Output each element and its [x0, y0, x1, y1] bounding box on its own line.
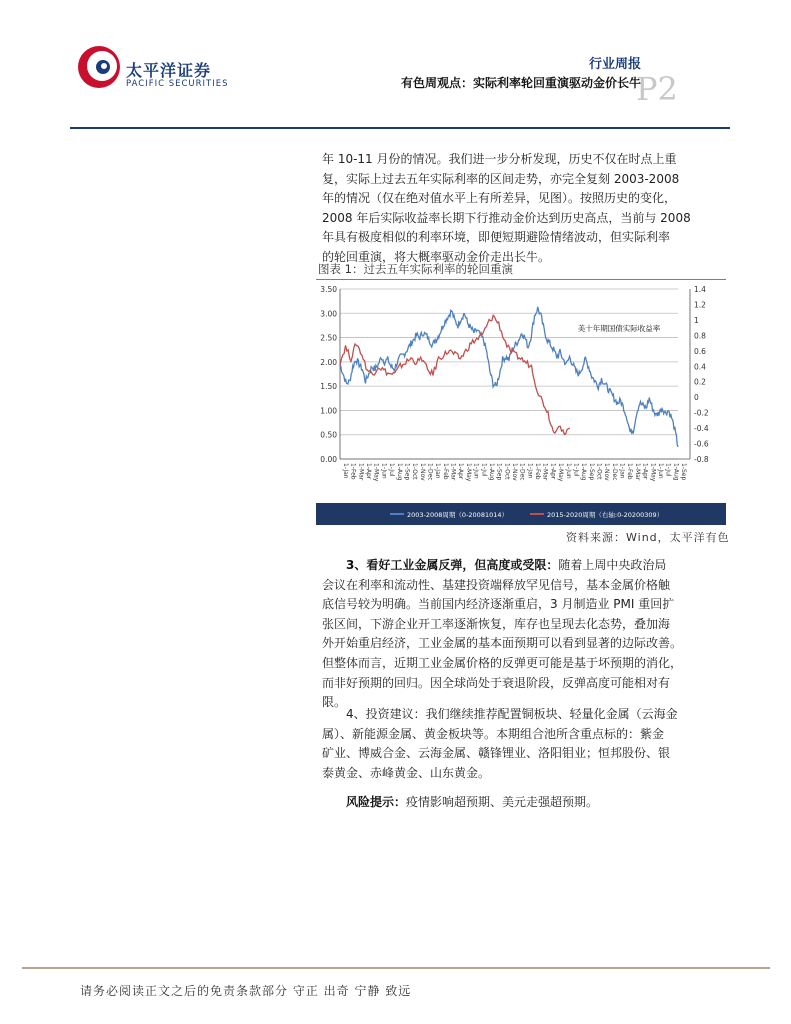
x-tick-label: 1-Nov — [603, 463, 611, 481]
logo-mark-icon — [76, 44, 122, 90]
x-tick-label: 1-May — [372, 463, 380, 482]
right-tick-label: 0.8 — [694, 331, 706, 341]
header-title: 有色周观点：实际利率轮回重演驱动金价长牛 — [400, 76, 641, 90]
intro-line: 年的情况（仅在绝对值水平上有所差异，见图）。按照历史的变化， — [322, 191, 677, 206]
section-industrial-metals — [322, 556, 715, 713]
footer-rule — [22, 967, 770, 969]
legend-label: 2015-2020周期（右轴:0-20200309） — [547, 511, 664, 519]
section-line: 张区间，下游企业开工率逐渐恢复，库存也呈现去化态势，叠加海 — [322, 616, 671, 631]
left-tick-label: 3.50 — [320, 285, 337, 294]
report-type: 行业周报 — [588, 57, 641, 72]
legend-background — [316, 503, 726, 525]
x-tick-label: 1-Oct — [411, 463, 419, 480]
right-tick-label: 0.6 — [694, 346, 706, 356]
x-tick-label: 1-Jun — [472, 463, 480, 479]
risk-text: 疫情影响超预期、美元走强超预期。 — [406, 795, 599, 809]
section-line: 但整体而言，近期工业金属价格的反弹更可能是基于坏预期的消化， — [322, 655, 683, 670]
x-tick-label: 1-Jul — [480, 463, 488, 477]
section-line: 矿业、博威合金、云海金属、赣锋锂业、洛阳钼业；恒邦股份、银 — [322, 746, 671, 761]
section-line: 限。 — [322, 695, 347, 710]
left-tick-label: 2.00 — [320, 357, 337, 367]
right-tick-label: -0.6 — [694, 439, 709, 449]
brand-name: 太平洋证券 — [126, 61, 212, 80]
intro-line: 年 10-11 月份的情况。我们进一步分析发现，历史不仅在时点上重 — [322, 152, 677, 166]
x-tick-label: 1-Aug — [487, 463, 495, 481]
x-tick-label: 1-Jun — [564, 463, 572, 479]
right-tick-label: 0.4 — [694, 362, 706, 372]
intro-paragraph — [322, 150, 715, 268]
x-tick-label: 1-Mar — [541, 463, 549, 481]
x-tick-label: 1-Oct — [595, 463, 603, 480]
x-tick-label: 1-Apr — [641, 463, 649, 480]
section-line: 底信号较为明确。当前国内经济逐渐重启，3 月制造业 PMI 重回扩 — [322, 597, 675, 612]
right-tick-label: -0.4 — [694, 424, 709, 434]
header-rule — [70, 127, 730, 129]
x-tick-label: 1-Jul — [664, 463, 672, 477]
x-tick-label: 1-Nov — [511, 463, 518, 481]
x-tick-label: 1-Aug — [672, 463, 680, 481]
x-tick-label: 1-Feb — [534, 463, 542, 480]
x-tick-label: 1-Sep — [680, 463, 687, 481]
intro-line: 年具有极度相似的利率环境，即便短期避险情绪波动，但实际利率 — [322, 230, 671, 245]
x-tick-label: 1-May — [464, 463, 472, 482]
risk-label: 风险提示： — [346, 795, 407, 809]
x-tick-label: 1-Mar — [633, 463, 641, 481]
x-tick-label: 1-Apr — [457, 463, 465, 480]
x-tick-label: 1-Feb — [349, 463, 357, 480]
x-tick-label: 1-Sep — [403, 463, 411, 481]
x-tick-label: 1-Aug — [395, 463, 403, 481]
section-line: 泰黄金、赤峰黄金、山东黄金。 — [322, 765, 491, 780]
x-tick-label: 1-Feb — [626, 463, 634, 480]
page-number: P2 — [636, 70, 678, 108]
x-tick-label: 1-Dec — [518, 463, 526, 481]
section-line-first — [322, 556, 715, 576]
section-heading: 3、看好工业金属反弹，但高度或受限： — [346, 558, 559, 572]
footer-disclaimer: 请务必阅读正文之后的免责条款部分 守正 出奇 宁静 致远 — [80, 984, 412, 998]
left-tick-label: 3.00 — [320, 309, 337, 319]
x-tick-label: 1-Oct — [503, 463, 511, 480]
x-tick-label: 1-Mar — [357, 463, 365, 481]
section-line: 属）、新能源金属、黄金板块等。本期组合池所含重点标的：紫金 — [322, 726, 665, 741]
left-tick-label: 1.00 — [320, 406, 337, 416]
left-tick-label: 2.50 — [320, 333, 337, 343]
x-tick-label: 1-Sep — [587, 463, 595, 481]
legend-label: 2003-2008周期（0-20081014） — [407, 511, 508, 519]
figure-title: 图表 1：过去五年实际利率的轮回重演 — [318, 262, 513, 276]
right-tick-label: -0.8 — [694, 455, 709, 464]
right-tick-label: 1.4 — [694, 285, 706, 294]
x-tick-label: 1-Jul — [388, 463, 396, 477]
series-line-2 — [340, 315, 570, 434]
x-tick-label: 1-Sep — [495, 463, 503, 481]
brand-subtitle: PACIFIC SECURITIES — [126, 79, 229, 89]
x-tick-label: 1-Jan — [434, 463, 442, 479]
chart — [316, 281, 726, 527]
left-tick-label: 0.00 — [320, 455, 337, 464]
intro-line: 2008 年后实际收益率长期下行推动金价达到历史高点，当前与 2008 — [322, 210, 691, 225]
x-tick-label: 1-Mar — [449, 463, 457, 481]
x-tick-label: 1-Nov — [418, 463, 426, 481]
figure-rule — [316, 279, 726, 280]
x-tick-label: 1-Jun — [380, 463, 388, 479]
x-tick-label: 1-Apr — [365, 463, 373, 480]
company-logo — [76, 44, 122, 90]
section-line: 会议在利率和流动性、基建投资端释放罕见信号，基本金属价格触 — [322, 577, 671, 592]
section-investment-advice — [322, 705, 715, 783]
section-line: 4、投资建议：我们继续推荐配置铜板块、轻量化金属（云海金 — [346, 707, 678, 721]
x-tick-label: 1-Dec — [610, 463, 618, 481]
right-tick-label: -0.2 — [694, 408, 709, 418]
right-tick-label: 0.2 — [694, 377, 706, 387]
section-line: 外开始重启经济，工业金属的基本面预期可以看到显著的边际改善。 — [322, 636, 683, 651]
intro-line: 的轮回重演，将大概率驱动金价走出长牛。 — [322, 249, 551, 264]
x-tick-label: 1-Dec — [426, 463, 434, 481]
figure-source: 资料来源：Wind，太平洋有色 — [566, 531, 730, 544]
x-tick-label: 1-Jul — [572, 463, 580, 477]
chart-svg — [316, 281, 726, 527]
risk-line — [322, 793, 715, 813]
section-line: 随着上周中央政治局 — [558, 558, 667, 572]
x-tick-label: 1-Jan — [618, 463, 626, 479]
x-tick-label: 1-May — [649, 463, 657, 482]
x-tick-label: 1-Apr — [549, 463, 557, 480]
right-tick-label: 1.2 — [694, 300, 706, 310]
left-tick-label: 0.50 — [320, 430, 337, 440]
x-tick-label: 1-Jan — [526, 463, 534, 479]
x-tick-label: 1-Jun — [656, 463, 664, 479]
x-tick-label: 1-May — [557, 463, 565, 482]
x-tick-label: 1-Jan — [342, 463, 349, 479]
section-line: 而非好预期的回归。因全球尚处于衰退阶段，反弹高度可能相对有 — [322, 675, 671, 690]
risk-notice — [322, 793, 715, 813]
right-tick-label: 1 — [694, 315, 699, 325]
intro-line: 复，实际上过去五年实际利率的区间走势，亦完全复刻 2003-2008 — [322, 171, 680, 186]
chart-annotation: 美十年期国债实际收益率 — [577, 324, 661, 333]
x-tick-label: 1-Feb — [441, 463, 449, 480]
x-tick-label: 1-Aug — [580, 463, 588, 481]
left-tick-label: 1.50 — [320, 382, 337, 392]
right-tick-label: 0 — [694, 393, 699, 403]
